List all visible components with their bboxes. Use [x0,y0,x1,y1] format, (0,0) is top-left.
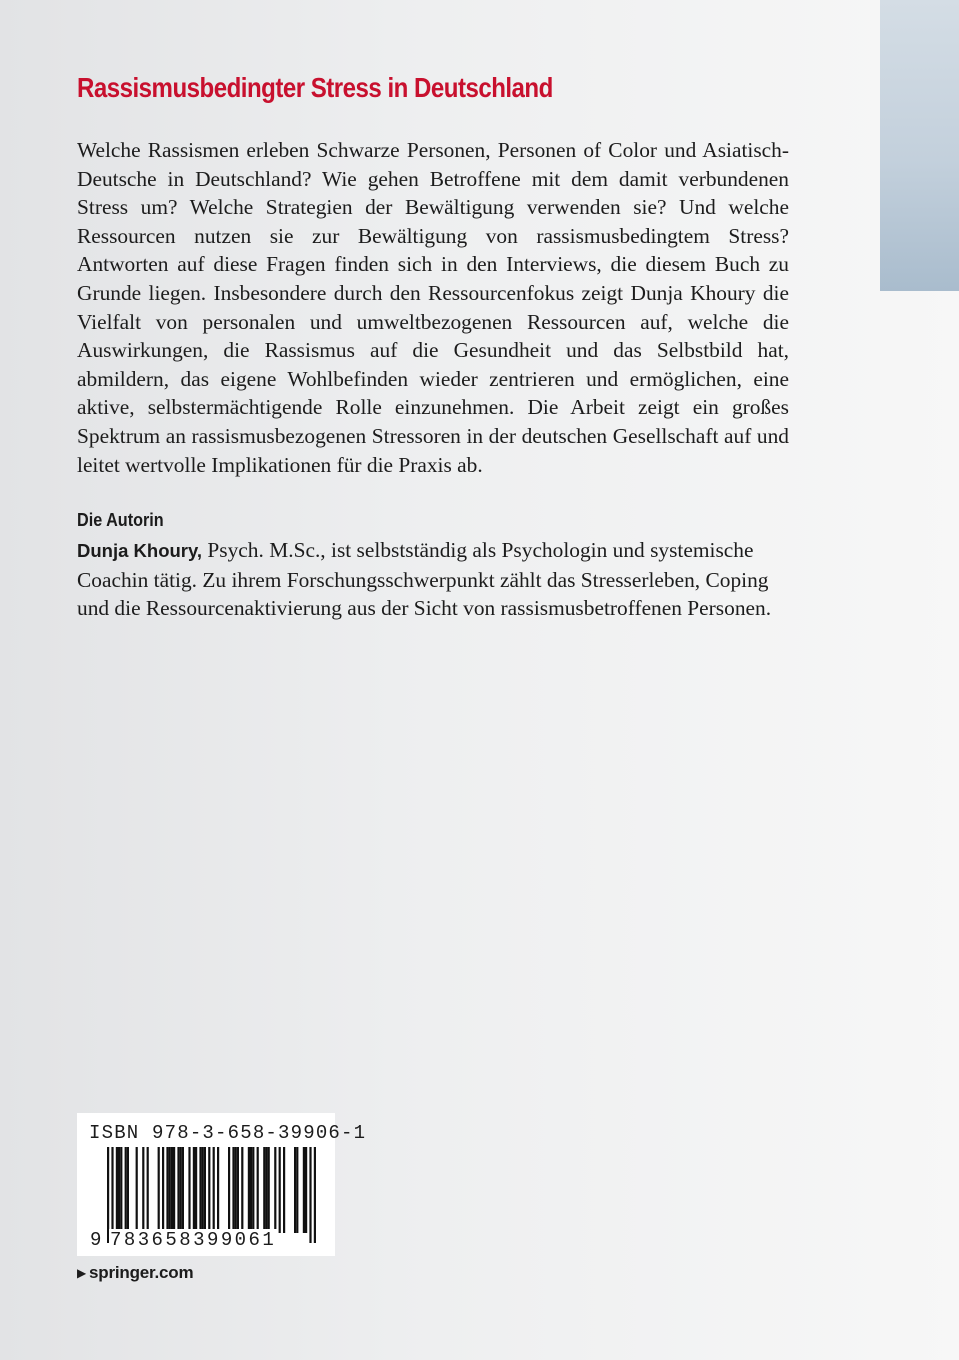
ean-first-digit: 9 [90,1229,102,1251]
barcode-bar [237,1147,239,1233]
barcode-bar [199,1147,201,1233]
publisher-website[interactable] [77,1263,193,1283]
barcode-bar [296,1147,298,1233]
barcode-bar [202,1147,204,1233]
barcode-bar [274,1147,276,1233]
barcode-bar [142,1147,144,1233]
barcode-bar [118,1147,120,1233]
cover-side-band [880,0,959,291]
barcode-bar [182,1147,184,1233]
barcode-bar [147,1147,149,1233]
barcode-bar [127,1147,129,1233]
play-arrow-icon: ▶ [77,1266,87,1280]
barcode-bar [166,1147,168,1233]
barcode-bar [263,1147,265,1233]
barcode-bar [125,1147,127,1233]
barcode-bar [314,1147,316,1243]
barcode-bar [303,1147,305,1233]
isbn-barcode-box [77,1113,367,1256]
barcode-bar [171,1147,173,1233]
barcode-bar [204,1147,206,1233]
barcode-bar [265,1147,267,1233]
author-bio-text: Psych. M.Sc., ist selbstständig als Psychologin und systemische Coachin tätig. Zu ihrem Forschungsschwerpunkt zählt das Stresserleben, Coping und die Ressourcenaktivierung aus der Sicht von rassismusbetroffenen Personen. [77,538,772,621]
barcode-bar [248,1147,250,1233]
barcode-bar [169,1147,171,1233]
barcode-bar [136,1147,138,1233]
barcode-bar [193,1147,195,1233]
barcode-bar [195,1147,197,1233]
website-link[interactable]: springer.com [89,1263,194,1282]
author-name: Dunja Khoury, [77,540,203,561]
barcode-bar [177,1147,179,1233]
barcode-bar [241,1147,243,1233]
barcode-bar [120,1147,122,1233]
barcode-bar [305,1147,307,1233]
barcode-bar [228,1147,230,1233]
barcode-bar [173,1147,175,1233]
barcode-bar [232,1147,234,1233]
isbn-label: ISBN 978-3-658-39906-1 [89,1122,367,1144]
ean-digits: 783658399061 [110,1229,277,1251]
barcode-bar [257,1147,259,1233]
barcode-bar [116,1147,118,1233]
barcode-bar [188,1147,190,1233]
book-title: Rassismusbedingter Stress in Deutschland [77,72,553,103]
book-blurb: Welche Rassismen erleben Schwarze Personen, Personen of Color und Asiatisch-Deutsche in Deutschland? Wie gehen Betroffene mit dem damit verbundenen Stress um? Welche Strategien der Bewältigung verwenden sie? Und welche Ressourcen nutzen sie zur Bewältigung von rassismusbedingtem Stress? Antworten auf diese Fragen finden sich in den Interviews, die diesem Buch zu Grunde liegen. Insbesondere durch den Ressourcenfokus zeigt Dunja Khoury die Vielfalt von personalen und umweltbezogenen Ressourcen auf, welche die Auswirkungen, die Rassismus auf die Gesundheit und das Selbstbild hat, abmildern, das eigene Wohlbefinden wieder zentrieren und ermöglichen, eine aktive, selbstermächtigende Rolle einzunehmen. Die Arbeit zeigt ein großes Spektrum an rassismusbezogenen Stressoren in der deutschen Gesellschaft auf und leitet wertvolle Implikationen für die Praxis ab. [77,138,789,477]
barcode-bar [309,1147,311,1243]
barcode-bar [294,1147,296,1233]
barcode-bar [252,1147,254,1233]
barcode-bar [180,1147,182,1233]
barcode-bar [279,1147,281,1233]
barcode-bar [283,1147,285,1233]
barcode-bar [250,1147,252,1233]
author-heading: Die Autorin [77,510,164,530]
barcode-bar [158,1147,160,1233]
barcode-bar [217,1147,219,1233]
barcode-bar [162,1147,164,1233]
author-bio [77,536,789,623]
barcode-bar [268,1147,270,1233]
barcode-bar [235,1147,237,1233]
